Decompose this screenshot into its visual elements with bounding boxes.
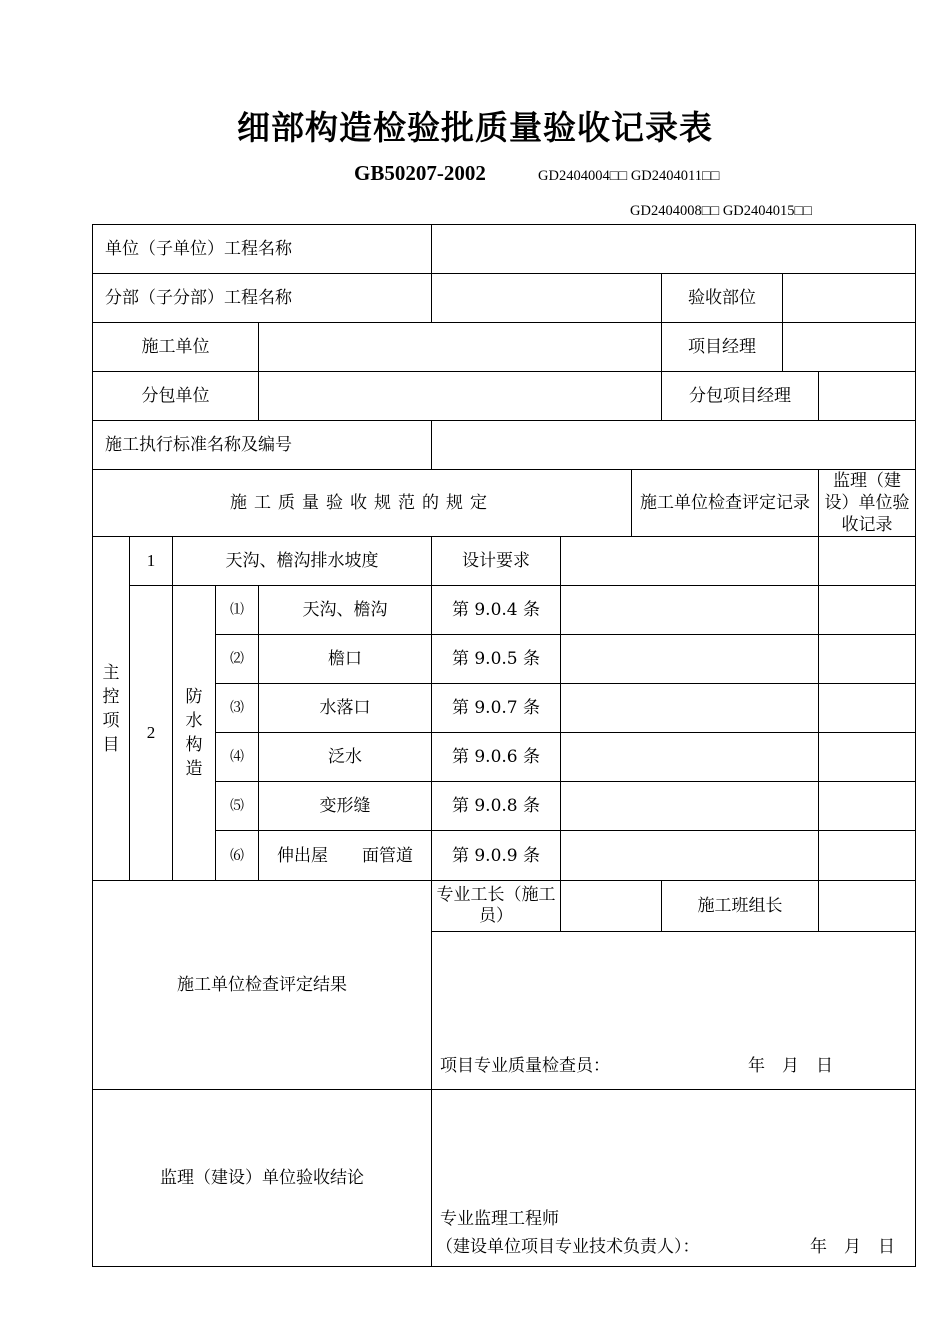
- subitem-requirement: 第 9.0.8 条: [432, 782, 561, 831]
- standard-field[interactable]: [432, 421, 916, 470]
- subitem-name: 变形缝: [259, 782, 432, 831]
- sub-manager-field[interactable]: [819, 372, 916, 421]
- subitem-index: ⑹: [216, 831, 259, 881]
- team-leader-label: 施工班组长: [662, 881, 819, 932]
- subitem-index: ⑶: [216, 684, 259, 733]
- main-control-label: 主控项目: [93, 537, 130, 881]
- standard-code: GB50207-2002: [354, 161, 486, 185]
- subitem-contractor-record[interactable]: [561, 684, 819, 733]
- inspection-part-field[interactable]: [783, 274, 916, 323]
- supervising-engineer-label: 专业监理工程师: [440, 1209, 559, 1229]
- inspection-part-label: 验收部位: [662, 274, 783, 323]
- subitem-supervisor-record[interactable]: [819, 635, 916, 684]
- subitem-index: ⑴: [216, 586, 259, 635]
- project-name-label: 单位（子单位）工程名称: [93, 225, 432, 274]
- contractor-field[interactable]: [259, 323, 662, 372]
- subitem-supervisor-record[interactable]: [819, 782, 916, 831]
- item1-number: 1: [130, 537, 173, 586]
- subitem-requirement: 第 9.0.4 条: [432, 586, 561, 635]
- quality-inspector-label: 项目专业质量检查员：: [440, 1056, 610, 1076]
- subitem-requirement: 第 9.0.6 条: [432, 733, 561, 782]
- subitem-supervisor-record[interactable]: [819, 733, 916, 782]
- subitem-requirement: 第 9.0.7 条: [432, 684, 561, 733]
- subitem-contractor-record[interactable]: [561, 586, 819, 635]
- subitem-name: 泛水: [259, 733, 432, 782]
- item1-name: 天沟、檐沟排水坡度: [173, 537, 432, 586]
- form-codes-line2: GD2404008□□ GD2404015□□: [630, 203, 813, 219]
- item1-contractor-record[interactable]: [561, 537, 819, 586]
- subitem-name: 檐口: [259, 635, 432, 684]
- contractor-record-header: 施工单位检查评定记录: [632, 470, 819, 537]
- subitem-index: ⑵: [216, 635, 259, 684]
- contractor-result-label: 施工单位检查评定结果: [93, 881, 432, 1090]
- standard-label: 施工执行标准名称及编号: [93, 421, 432, 470]
- subitem-name: 水落口: [259, 684, 432, 733]
- foreman-label: 专业工长（施工员）: [432, 881, 561, 932]
- subitem-contractor-record[interactable]: [561, 635, 819, 684]
- subcontractor-label: 分包单位: [93, 372, 259, 421]
- contractor-result-area[interactable]: [432, 932, 916, 1090]
- subitem-contractor-record[interactable]: [561, 733, 819, 782]
- supervisor-conclusion-area[interactable]: [432, 1090, 916, 1267]
- item1-requirement: 设计要求: [432, 537, 561, 586]
- subitem-index: ⑷: [216, 733, 259, 782]
- item2-group-label: 防水构造: [173, 586, 216, 881]
- item2-number: 2: [130, 586, 173, 881]
- foreman-field[interactable]: [561, 881, 662, 932]
- subitem-supervisor-record[interactable]: [819, 831, 916, 881]
- inspection-form-table: [92, 224, 916, 1267]
- supervisor-conclusion-label: 监理（建设）单位验收结论: [93, 1090, 432, 1267]
- contractor-label: 施工单位: [93, 323, 259, 372]
- owner-technical-lead-label: （建设单位项目专业技术负责人）：: [436, 1237, 700, 1257]
- subitem-name: 伸出屋 面管道: [259, 831, 432, 881]
- supervisor-record-header: 监理（建设）单位验收记录: [819, 470, 916, 537]
- sub-manager-label: 分包项目经理: [662, 372, 819, 421]
- subitem-requirement: 第 9.0.9 条: [432, 831, 561, 881]
- team-leader-field[interactable]: [819, 881, 916, 932]
- subitem-name: 天沟、檐沟: [259, 586, 432, 635]
- item1-supervisor-record[interactable]: [819, 537, 916, 586]
- conclusion-date-label: 年 月 日: [810, 1237, 895, 1257]
- subcontractor-field[interactable]: [259, 372, 662, 421]
- project-manager-field[interactable]: [783, 323, 916, 372]
- subitem-requirement: 第 9.0.5 条: [432, 635, 561, 684]
- project-name-field[interactable]: [432, 225, 916, 274]
- sub-project-field[interactable]: [432, 274, 662, 323]
- subitem-supervisor-record[interactable]: [819, 586, 916, 635]
- subitem-contractor-record[interactable]: [561, 831, 819, 881]
- project-manager-label: 项目经理: [662, 323, 783, 372]
- sub-project-label: 分部（子分部）工程名称: [93, 274, 432, 323]
- result-date-label: 年 月 日: [748, 1056, 833, 1076]
- form-codes-line1: GD2404004□□ GD2404011□□: [538, 168, 720, 184]
- subitem-index: ⑸: [216, 782, 259, 831]
- spec-column-header: 施工质量验收规范的规定: [93, 470, 632, 537]
- subitem-contractor-record[interactable]: [561, 782, 819, 831]
- form-title: 细部构造检验批质量验收记录表: [237, 108, 713, 147]
- subitem-supervisor-record[interactable]: [819, 684, 916, 733]
